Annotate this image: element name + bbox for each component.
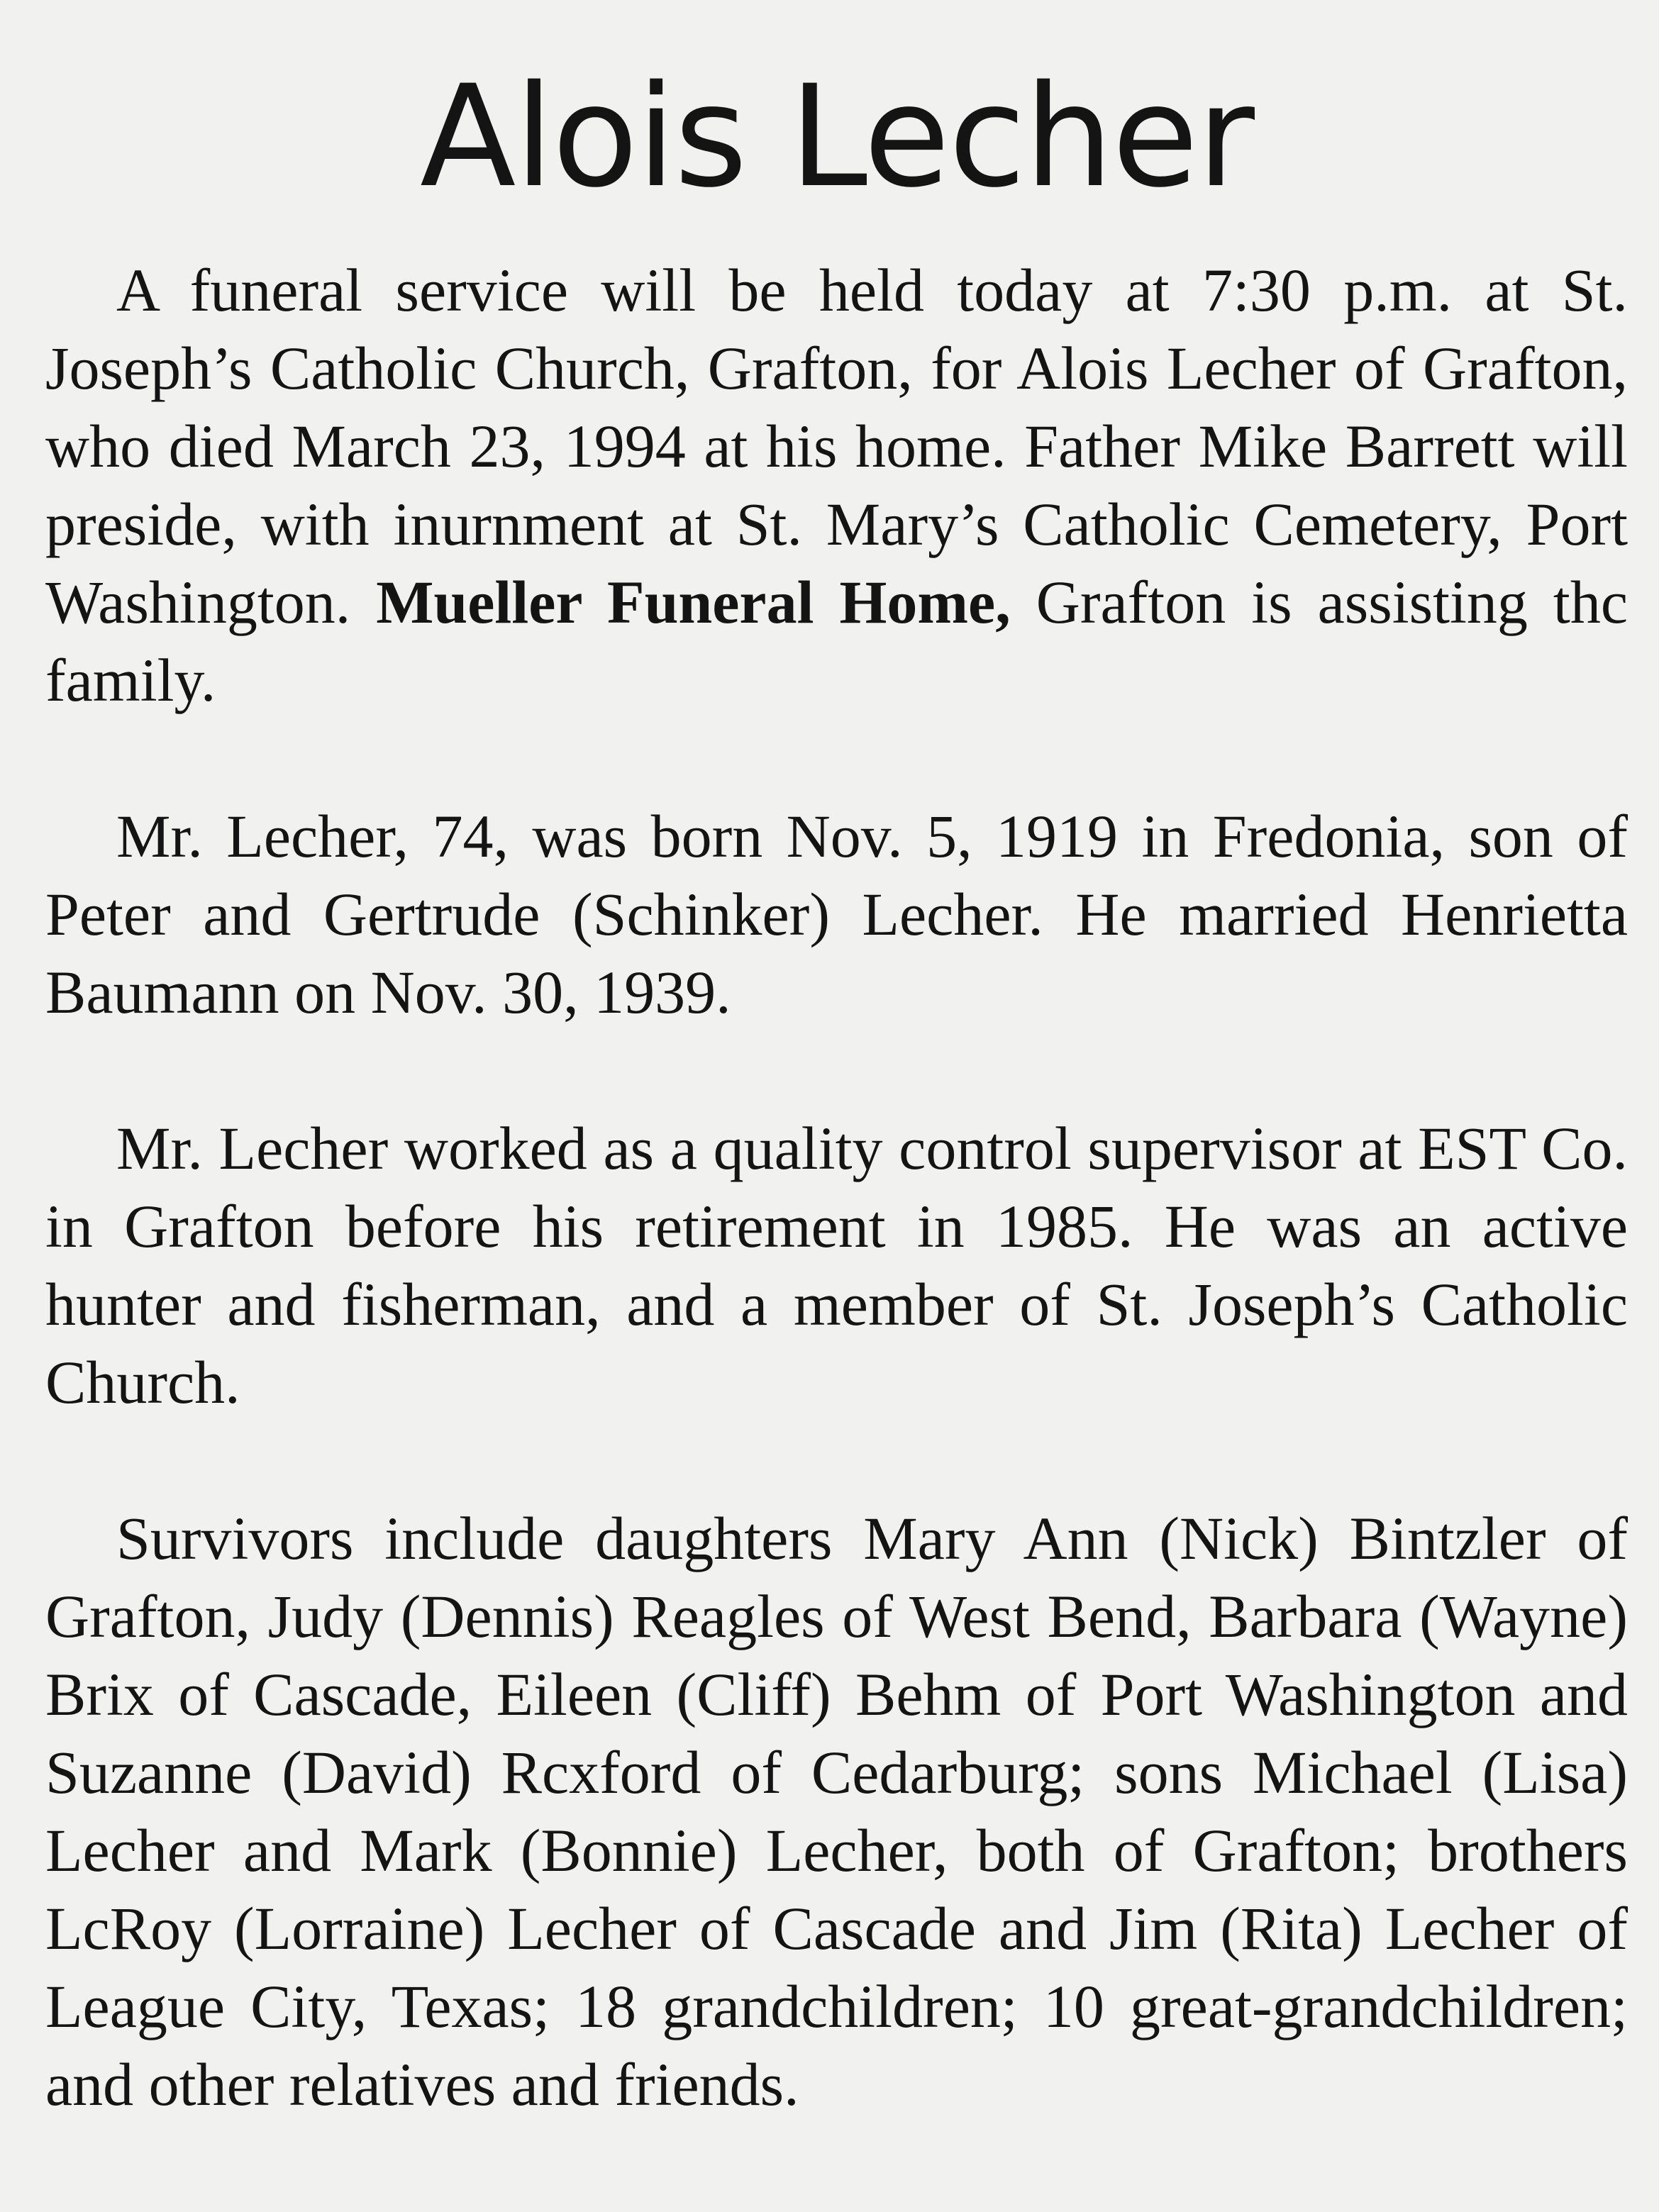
funeral-service-text: A funeral service will be held today at 7:30 p.m. at St. Joseph’s Catholic Church, Grafton, for Alois Lecher of Grafton, who died March 23, 1994 at his home. Father Mike Barrett will preside, with inurnment at St. Mary’s Catholic Cemetery, Port Washington.: [45, 256, 1628, 636]
career-paragraph: Mr. Lecher worked as a quality control supervisor at EST Co. in Grafton before his retirement in 1985. He was an active hunter and fisherman, and a member of St. Joseph’s Catholic Church.: [45, 1114, 1628, 1416]
funeral-service-paragraph: [45, 251, 1628, 719]
survivors-paragraph: Survivors include daughters Mary Ann (Nick) Bintzler of Grafton, Judy (Dennis) Reagles of West Bend, Barbara (Wayne) Brix of Cascade, Eileen (Cliff) Behm of Port Washington and Suzanne (David) Rcxford of Cedarburg; sons Michael (Lisa) Lecher and Mark (Bonnie) Lecher, both of Grafton; brothers LcRoy (Lorraine) Lecher of Cascade and Jim (Rita) Lecher of League City, Texas; 18 grandchildren; 10 great-grandchildren; and other relatives and friends.: [45, 1504, 1628, 2118]
obituary-title: Alois Lecher: [420, 55, 1253, 218]
birth-paragraph: Mr. Lecher, 74, was born Nov. 5, 1919 in Fredonia, son of Peter and Gertrude (Schinker) Lecher. He married Henrietta Baumann on Nov. 30, 1939.: [45, 802, 1628, 1026]
funeral-home-name: Mueller Funeral Home,: [376, 568, 1011, 636]
funeral-service-text-end: Grafton is assisting thc family.: [45, 568, 1628, 714]
